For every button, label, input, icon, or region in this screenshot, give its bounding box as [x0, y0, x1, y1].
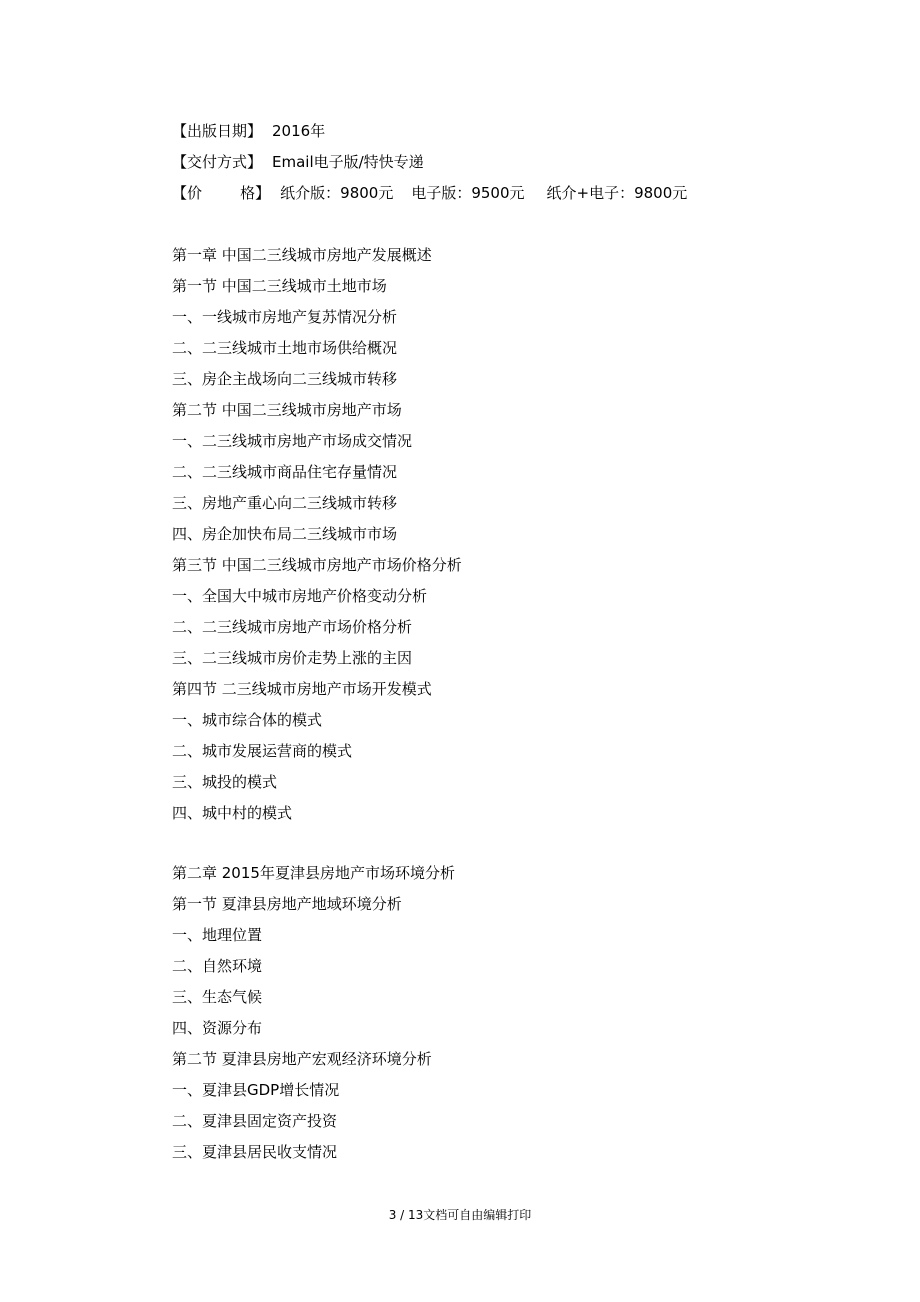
- toc-item: 一、全国大中城市房地产价格变动分析: [172, 587, 428, 605]
- toc-item: 三、夏津县居民收支情况: [172, 1143, 338, 1161]
- toc-section: 第三节 中国二三线城市房地产市场价格分析: [172, 556, 462, 574]
- toc-item: 二、二三线城市土地市场供给概况: [172, 339, 398, 357]
- toc-chapter-1: 第一章 中国二三线城市房地产发展概述: [172, 246, 432, 264]
- delivery-row: [172, 147, 424, 178]
- delivery-value: Email电子版/特快专递: [272, 153, 424, 171]
- toc-item: 一、二三线城市房地产市场成交情况: [172, 432, 413, 450]
- toc-item: 一、城市综合体的模式: [172, 711, 323, 729]
- toc-item: 三、房企主战场向二三线城市转移: [172, 370, 398, 388]
- publish-date-value: 2016年: [272, 122, 326, 140]
- price-combo: 纸介+电子：9800元: [546, 184, 688, 202]
- toc-item: 三、城投的模式: [172, 773, 278, 791]
- page-footer: 3 / 13文档可自由编辑打印: [388, 1208, 532, 1222]
- toc-item: 二、城市发展运营商的模式: [172, 742, 353, 760]
- toc-section: 第二节 中国二三线城市房地产市场: [172, 401, 402, 419]
- toc-item: 一、地理位置: [172, 926, 263, 944]
- toc-item: 四、城中村的模式: [172, 804, 293, 822]
- toc-item: 一、夏津县GDP增长情况: [172, 1081, 340, 1099]
- publish-date-label: 【出版日期】: [172, 122, 263, 140]
- toc-item: 三、生态气候: [172, 988, 263, 1006]
- price-electronic: 电子版：9500元: [411, 184, 525, 202]
- price-row: [172, 178, 687, 209]
- toc-item: 一、一线城市房地产复苏情况分析: [172, 308, 398, 326]
- toc-section: 第一节 中国二三线城市土地市场: [172, 277, 387, 295]
- toc-item: 三、房地产重心向二三线城市转移: [172, 494, 398, 512]
- publish-date-row: [172, 116, 325, 147]
- price-paper: 纸介版：9800元: [280, 184, 394, 202]
- price-label: 【价 格】: [172, 184, 271, 202]
- toc-section: 第二节 夏津县房地产宏观经济环境分析: [172, 1050, 432, 1068]
- toc-item: 三、二三线城市房价走势上涨的主因: [172, 649, 413, 667]
- toc-chapter-2: 第二章 2015年夏津县房地产市场环境分析: [172, 864, 455, 882]
- toc-section: 第一节 夏津县房地产地域环境分析: [172, 895, 402, 913]
- toc-item: 四、房企加快布局二三线城市市场: [172, 525, 398, 543]
- toc-item: 二、二三线城市房地产市场价格分析: [172, 618, 413, 636]
- toc-item: 四、资源分布: [172, 1019, 263, 1037]
- toc-section: 第四节 二三线城市房地产市场开发模式: [172, 680, 432, 698]
- delivery-label: 【交付方式】: [172, 153, 263, 171]
- toc-item: 二、自然环境: [172, 957, 263, 975]
- toc-item: 二、二三线城市商品住宅存量情况: [172, 463, 398, 481]
- toc-item: 二、夏津县固定资产投资: [172, 1112, 338, 1130]
